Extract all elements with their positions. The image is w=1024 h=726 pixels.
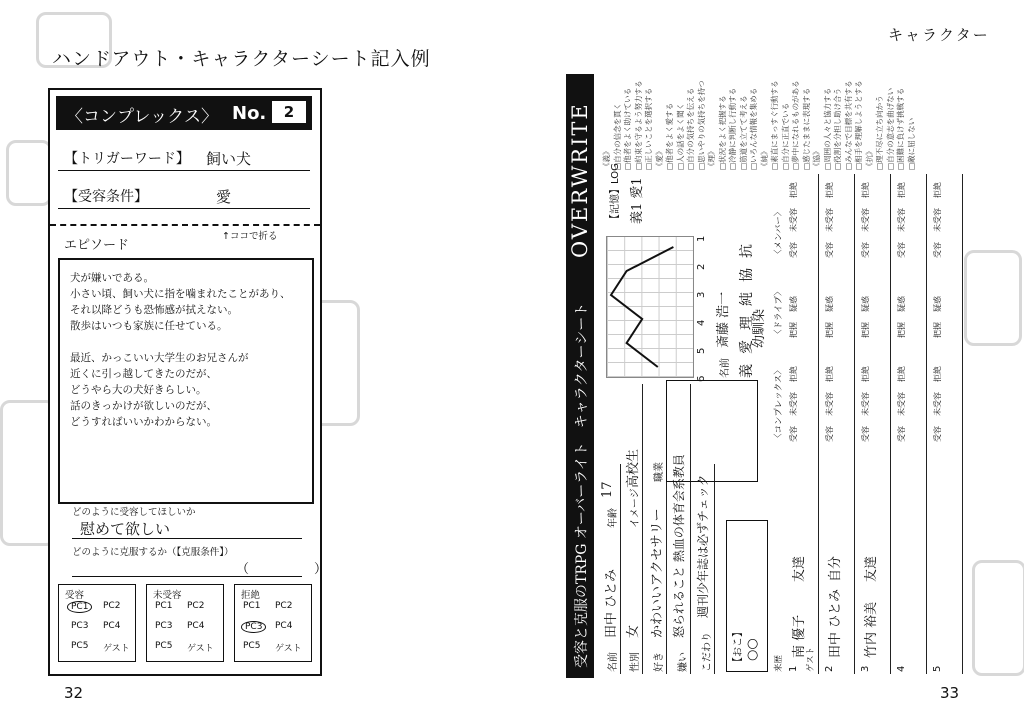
graph-axis-tick: 6: [696, 375, 707, 382]
relation-divider: [890, 174, 891, 674]
virtue-label: 協: [739, 268, 755, 282]
pc-option[interactable]: PC5: [243, 641, 261, 651]
reject-option[interactable]: 拒絶: [861, 366, 870, 382]
graph-axis-tick: 4: [696, 319, 707, 326]
trigger-label: 【トリガーワード】: [64, 151, 190, 167]
relation-name: 南 優子: [792, 614, 807, 658]
age-value: 17: [600, 481, 615, 498]
accept-label: 【受容条件】: [64, 189, 148, 205]
pc-option[interactable]: PC2: [187, 601, 205, 611]
reject-option[interactable]: 拒絶: [933, 366, 942, 382]
pc-option[interactable]: PC1: [243, 601, 261, 611]
accept-option[interactable]: 受容: [897, 426, 906, 442]
page-number-left: 32: [64, 684, 84, 702]
virtue-label: 義: [739, 364, 755, 378]
member-unaccept-option[interactable]: 未受容: [933, 208, 942, 232]
reject-option[interactable]: 拒絶: [825, 366, 834, 382]
accept-box: [58, 584, 136, 662]
member-reject-option[interactable]: 拒絶: [861, 182, 870, 198]
how-overcome-label: どのように克服するか（【克服条件】）: [72, 547, 234, 558]
relation-no: 4: [896, 665, 907, 672]
puzzle-watermark-2: [6, 140, 52, 206]
image-value: 高校生: [626, 448, 641, 488]
pc-option[interactable]: ゲスト: [187, 644, 214, 654]
doubt-option[interactable]: 疑惑: [825, 296, 834, 312]
virtue-label: 理: [739, 316, 755, 330]
grasp-option[interactable]: 把握: [897, 322, 906, 338]
reject-option[interactable]: 拒絶: [789, 366, 798, 382]
member-unaccept-option[interactable]: 未受容: [825, 208, 834, 232]
rel-name-1: 斎藤 浩一: [716, 291, 731, 348]
pc-option[interactable]: PC3: [71, 621, 89, 631]
memo-label: 【おこ】: [733, 627, 744, 667]
memo-value: ○○: [745, 638, 760, 661]
pc-option[interactable]: PC3: [241, 621, 266, 633]
episode-box: [58, 258, 314, 504]
graph-axis-tick: 1: [696, 235, 707, 242]
accept-box-title: 受容: [65, 590, 85, 601]
graph-axis-tick: 5: [696, 347, 707, 354]
member-accept-option[interactable]: 受容: [933, 242, 942, 258]
sheet-title-bar: [566, 74, 594, 678]
graph-axis-tick: 3: [696, 291, 707, 298]
sheet-logo: OVERWRITE: [568, 102, 592, 258]
accept-option[interactable]: 受容: [825, 426, 834, 442]
complex-no-label: No.: [232, 103, 267, 124]
graph-axis-tick: 2: [696, 263, 707, 270]
pc-option[interactable]: PC2: [103, 601, 121, 611]
pc-option[interactable]: PC4: [275, 621, 293, 631]
rel-name-label: 名前: [720, 358, 731, 378]
pc-option[interactable]: PC3: [155, 621, 173, 631]
doubt-option[interactable]: 疑惑: [897, 296, 906, 312]
relation-no: 1: [788, 665, 799, 672]
member-head: 〈メンバー〉: [774, 207, 784, 258]
member-accept-option[interactable]: 受容: [861, 242, 870, 258]
divider: [714, 464, 715, 674]
page-title: ハンドアウト・キャラクターシート記入例: [52, 48, 431, 70]
divider: [620, 464, 621, 674]
grasp-option[interactable]: 把握: [789, 322, 798, 338]
rules-text: 《義》 □自分の信念を貫く □他者をよく助けている □約束を守るよう努力する □正しいことを選択する 《愛》 □他者をよく愛する □人の話をよく聞く □自分の気持ちを伝える □思いやりの気持ちを持つ 《理》 □状況をよく把握する □冷静に判断し行動する □筋道を立てて考える □いろんな情報を集める 《純》 □素直にまっすぐ行動する □自分に正直でいる □夢中になれるものがある □感じたままに表現する 《協》 □周囲の人々と協力する □役割を分担し助け合う □みんなで目標を共有する □相手を理解しようとする 《抗》 □理不尽に立ち向かう □自分の意志を曲げない □困難に負けず挑戦する □敵に屈しない: [602, 80, 916, 170]
dislike-value: 怒られること 熱血の体育会系教員: [672, 454, 686, 638]
pc-option[interactable]: PC4: [103, 621, 121, 631]
relation-divider: [818, 174, 819, 674]
gender-value: 女: [626, 624, 641, 638]
member-unaccept-option[interactable]: 未受容: [789, 208, 798, 232]
pc-option[interactable]: PC5: [155, 641, 173, 651]
doubt-option[interactable]: 疑惑: [789, 296, 798, 312]
guest-label: ゲスト: [806, 646, 816, 672]
unaccept-box-title: 未受容: [153, 590, 182, 601]
virtue-label: 純: [739, 292, 755, 306]
drive-head: 〈ドライブ〉: [774, 287, 784, 338]
grasp-option[interactable]: 把握: [861, 322, 870, 338]
doubt-option[interactable]: 疑惑: [861, 296, 870, 312]
pc-option[interactable]: ゲスト: [275, 644, 302, 654]
relation-type: 友達: [792, 555, 807, 582]
relation-divider: [926, 174, 927, 674]
accept-value: 愛: [216, 188, 232, 206]
log-value: 義1 愛1: [630, 177, 645, 224]
log-label: 【記憶】LOG: [610, 163, 621, 224]
divider: [58, 170, 310, 171]
overcome-paren: （ ）: [236, 562, 328, 577]
divider: [642, 384, 643, 674]
sheet-title: 受容と克服のTRPG オーバーライト キャラクターシート: [574, 302, 590, 668]
how-accept-value: 慰めて欲しい: [80, 520, 171, 538]
episode-label: エピソード: [64, 238, 130, 253]
member-reject-option[interactable]: 拒絶: [789, 182, 798, 198]
relation-name: 竹内 裕美: [864, 601, 879, 658]
complex-card: [48, 88, 328, 676]
name-value: 田中 ひとみ: [604, 568, 619, 638]
member-accept-option[interactable]: 受容: [789, 242, 798, 258]
section-header: キャラクター: [888, 26, 990, 44]
puzzle-watermark-5: [972, 560, 1024, 676]
pc-option[interactable]: PC4: [187, 621, 205, 631]
virtue-graph-line: [607, 237, 693, 377]
page-number-right: 33: [940, 684, 960, 702]
fold-line: [50, 224, 320, 226]
dislike-label: 嫌い: [678, 652, 689, 672]
trigger-value: 飼い犬: [206, 150, 252, 168]
virtue-graph: [606, 236, 694, 378]
relation-no: 2: [824, 665, 835, 672]
complex-head: 〈コンプレックス〉: [774, 366, 784, 442]
pc-option[interactable]: PC2: [275, 601, 293, 611]
relation-type: 自分: [828, 555, 843, 582]
name-label: 名前: [608, 652, 619, 672]
member-unaccept-option[interactable]: 未受容: [897, 208, 906, 232]
fold-note: ↑ココで折る: [222, 231, 278, 242]
memo-box: [726, 520, 768, 672]
unaccept-option[interactable]: 未受容: [933, 392, 942, 416]
age-label: 年齢: [608, 508, 619, 528]
virtue-label: 抗: [739, 244, 755, 258]
gender-label: 性別: [630, 652, 641, 672]
pc-option[interactable]: PC5: [71, 641, 89, 651]
member-reject-option[interactable]: 拒絶: [825, 182, 834, 198]
member-accept-option[interactable]: 受容: [897, 242, 906, 258]
relation-no: 3: [860, 665, 871, 672]
image-label: イメージ: [630, 488, 641, 528]
unaccept-option[interactable]: 未受容: [861, 392, 870, 416]
grasp-option[interactable]: 把握: [933, 322, 942, 338]
like-label: 好き: [654, 652, 665, 672]
relation-type: 友達: [864, 555, 879, 582]
member-reject-option[interactable]: 拒絶: [933, 182, 942, 198]
accept-option[interactable]: 受容: [789, 426, 798, 442]
virtue-label: 愛: [739, 340, 755, 354]
graph-series-line: [611, 247, 673, 367]
accept-option[interactable]: 受容: [861, 426, 870, 442]
like-value: かわいいアクセサリー: [650, 508, 665, 638]
member-unaccept-option[interactable]: 未受容: [861, 208, 870, 232]
complex-header: [56, 96, 312, 130]
reject-box: [234, 584, 312, 662]
divider: [58, 208, 310, 209]
visit-label: 来歴: [774, 654, 784, 672]
hobby-value: 週刊少年誌は必ずチェック: [696, 474, 710, 618]
relation-name: 田中 ひとみ: [828, 588, 843, 658]
member-reject-option[interactable]: 拒絶: [897, 182, 906, 198]
grasp-option[interactable]: 把握: [825, 322, 834, 338]
unaccept-option[interactable]: 未受容: [789, 392, 798, 416]
hobby-label: こだわり: [702, 632, 713, 672]
relation-divider: [962, 174, 963, 674]
unaccept-option[interactable]: 未受容: [825, 392, 834, 416]
reject-option[interactable]: 拒絶: [897, 366, 906, 382]
divider: [72, 538, 302, 539]
how-accept-label: どのように受容してほしいか: [72, 507, 196, 518]
complex-no-value: 2: [272, 101, 306, 123]
pc-option[interactable]: PC1: [155, 601, 173, 611]
member-accept-option[interactable]: 受容: [825, 242, 834, 258]
portrait-box: [666, 380, 758, 482]
unaccept-box: [146, 584, 224, 662]
job-label: 職業: [654, 462, 665, 482]
rel-name-2: 幼馴染: [752, 308, 767, 348]
pc-option[interactable]: PC1: [67, 601, 92, 613]
accept-option[interactable]: 受容: [933, 426, 942, 442]
relation-divider: [854, 174, 855, 674]
episode-text: 犬が嫌いである。 小さい頃、飼い犬に指を噛まれたことがあり、 それ以降どうも恐怖感が拭えない。 散歩はいつも家族に任せている。 最近、かっこいい大学生のお兄さんが 近くに引っ越してきたのだが、 どうやら大の犬好きらしい。 話のきっかけが欲しいのだが、 どうすればいいかわからない。: [70, 272, 291, 428]
pc-option[interactable]: ゲスト: [103, 644, 130, 654]
relation-no: 5: [932, 665, 943, 672]
complex-title: 〈コンプレックス〉: [66, 107, 218, 127]
unaccept-option[interactable]: 未受容: [897, 392, 906, 416]
divider: [72, 576, 302, 577]
character-sheet: [566, 74, 974, 678]
reject-box-title: 拒絶: [241, 590, 261, 601]
doubt-option[interactable]: 疑惑: [933, 296, 942, 312]
